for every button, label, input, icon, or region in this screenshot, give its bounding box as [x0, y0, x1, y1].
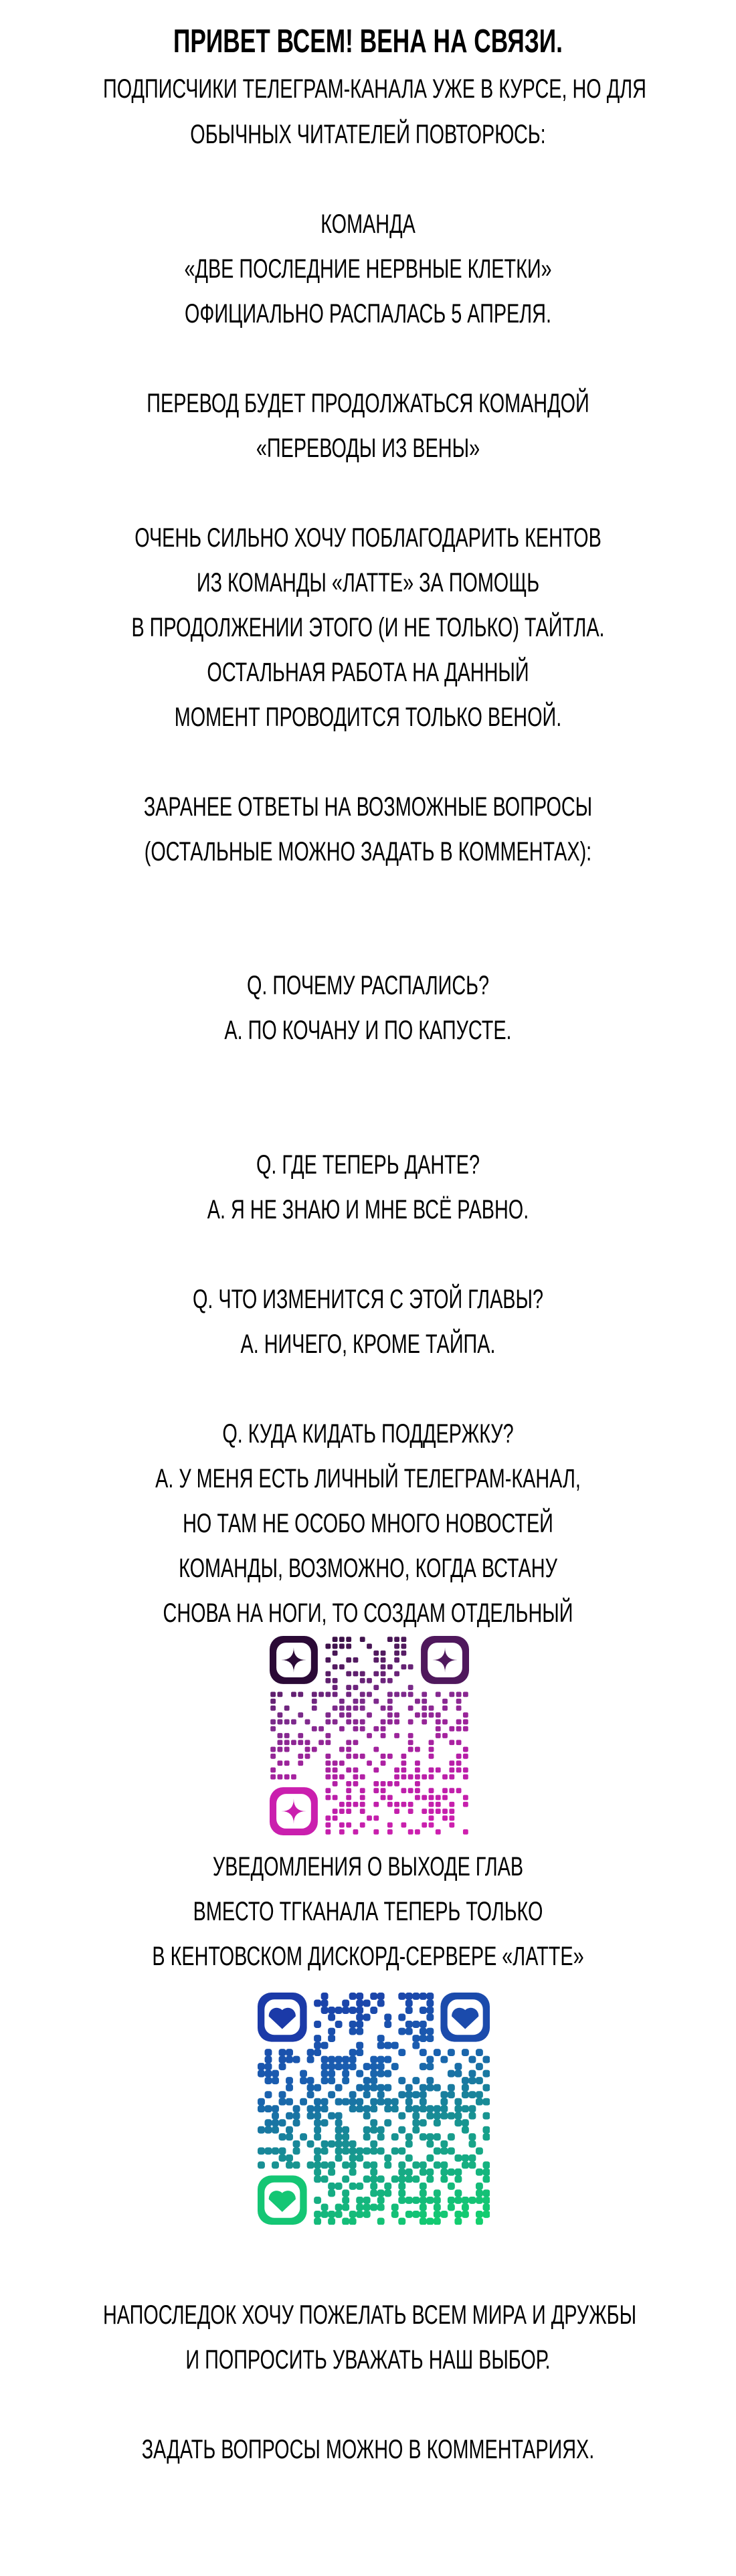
qr-finder-pattern — [440, 1993, 490, 2042]
text-line: ОСТАЛЬНАЯ РАБОТА НА ДАННЫЙ — [207, 658, 529, 687]
faq-answer: A. Я НЕ ЗНАЮ И МНЕ ВСЁ РАВНО. — [207, 1195, 529, 1224]
text-line: В ПРОДОЛЖЕНИИ ЭТОГО (И НЕ ТОЛЬКО) ТАЙТЛА. — [131, 613, 605, 642]
faq-answer: КОМАНДЫ, ВОЗМОЖНО, КОГДА ВСТАНУ — [179, 1554, 557, 1583]
text-line: ПОДПИСЧИКИ ТЕЛЕГРАМ-КАНАЛА УЖЕ В КУРСЕ, НО ДЛЯ — [102, 74, 646, 104]
text-line: ОБЫЧНЫХ ЧИТАТЕЛЕЙ ПОВТОРЮСЬ: — [190, 120, 546, 149]
qr-finder-pattern — [258, 2175, 307, 2225]
text-line: ЗАРАНЕЕ ОТВЕТЫ НА ВОЗМОЖНЫЕ ВОПРОСЫ — [143, 792, 593, 822]
qr-finder-pattern — [270, 1787, 318, 1835]
text-line: ЗАДАТЬ ВОПРОСЫ МОЖНО В КОММЕНТАРИЯХ. — [141, 2435, 595, 2464]
text-line: КОМАНДА — [320, 209, 416, 239]
text-line: (ОСТАЛЬНЫЕ МОЖНО ЗАДАТЬ В КОММЕНТАХ): — [144, 837, 592, 866]
faq-answer: A. НИЧЕГО, КРОМЕ ТАЙПА. — [240, 1329, 496, 1359]
discord-qr-code[interactable] — [258, 1993, 490, 2225]
text-line: ОФИЦИАЛЬНО РАСПАЛАСЬ 5 АПРЕЛЯ. — [185, 299, 551, 329]
text-line: ИЗ КОМАНДЫ «ЛАТТЕ» ЗА ПОМОЩЬ — [196, 568, 540, 597]
text-line: В КЕНТОВСКОМ ДИСКОРД-СЕРВЕРЕ «ЛАТТЕ» — [152, 1942, 584, 1971]
faq-question: Q. ПОЧЕМУ РАСПАЛИСЬ? — [246, 971, 490, 1000]
qr-finder-pattern — [421, 1636, 469, 1684]
text-line: «ДВЕ ПОСЛЕДНИЕ НЕРВНЫЕ КЛЕТКИ» — [184, 254, 552, 284]
text-line: И ПОПРОСИТЬ УВАЖАТЬ НАШ ВЫБОР. — [185, 2345, 551, 2375]
text-line: ПЕРЕВОД БУДЕТ ПРОДОЛЖАТЬСЯ КОМАНДОЙ — [147, 389, 589, 418]
faq-answer: СНОВА НА НОГИ, ТО СОЗДАМ ОТДЕЛЬНЫЙ — [163, 1598, 573, 1628]
faq-question: Q. ЧТО ИЗМЕНИТСЯ С ЭТОЙ ГЛАВЫ? — [192, 1285, 544, 1314]
faq-answer: A. ПО КОЧАНУ И ПО КАПУСТЕ. — [224, 1016, 512, 1045]
faq-answer: A. У МЕНЯ ЕСТЬ ЛИЧНЫЙ ТЕЛЕГРАМ-КАНАЛ, — [155, 1464, 581, 1493]
text-line: НАПОСЛЕДОК ХОЧУ ПОЖЕЛАТЬ ВСЕМ МИРА И ДРУЖБЫ — [102, 2300, 637, 2330]
text-line: «ПЕРЕВОДЫ ИЗ ВЕНЫ» — [256, 434, 480, 463]
text-line: УВЕДОМЛЕНИЯ О ВЫХОДЕ ГЛАВ — [212, 1852, 524, 1881]
qr-finder-pattern — [270, 1636, 318, 1684]
faq-answer: НО ТАМ НЕ ОСОБО МНОГО НОВОСТЕЙ — [183, 1509, 553, 1538]
qr-finder-pattern — [258, 1993, 307, 2042]
faq-question: Q. ГДЕ ТЕПЕРЬ ДАНТЕ? — [256, 1150, 480, 1180]
telegram-qr-code[interactable] — [270, 1636, 469, 1835]
text-line: ОЧЕНЬ СИЛЬНО ХОЧУ ПОБЛАГОДАРИТЬ КЕНТОВ — [134, 523, 602, 553]
greeting-heading: ПРИВЕТ ВСЕМ! ВЕНА НА СВЯЗИ. — [173, 23, 563, 60]
text-line: МОМЕНТ ПРОВОДИТСЯ ТОЛЬКО ВЕНОЙ. — [174, 703, 562, 732]
text-line: ВМЕСТО ТГКАНАЛА ТЕПЕРЬ ТОЛЬКО — [193, 1897, 543, 1926]
faq-question: Q. КУДА КИДАТЬ ПОДДЕРЖКУ? — [222, 1419, 514, 1449]
